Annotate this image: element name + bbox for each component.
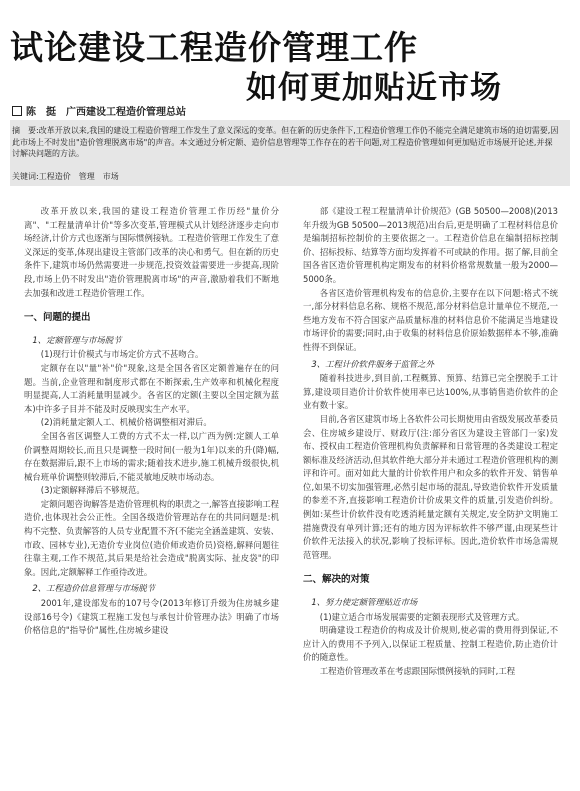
abstract: 摘 要:改革开放以来,我国的建设工程造价管理工作发生了意义深远的变革。但在新的历史条件下,工程造价管理工作仍不能完全满足建筑市场的迫切需要,因此市场上不时发出"造价管理脱离市场"的声音。本文通过分析定额、造价信息管理等工作存在的若干问题,对工程造价管理如何更加贴近市场展开论述,并探讨解决问题的方法。 — [12, 126, 559, 158]
body-paragraph: 定额问题咨询解答是造价管理机构的职责之一,解答直接影响工程造价,也体现社会公正性。全国各级造价管理站存在的共同问题是:机构不完整、负责解答的人员专业配置不齐(不能完全涵盖建筑、安装、市政、园林专业),无造价专业岗位(造价师或造价员)资格,解释问题往往靠主观,工作不规范,其后果是给社会造成"脱离实际、扯皮袋"的印象。因此,定额解释工作亟待改进。 — [24, 498, 279, 577]
author-line — [12, 103, 186, 118]
article-title-line2: 如何更加贴近市场 — [246, 70, 502, 106]
body-paragraph: 2001年,建设部发布的107号令(2013年修订升级为住房城乡建设部16号令)《建筑工程施工发包与承包计价管理办法》明确了市场价格信息的"指导价"属性,住房城乡建设 — [24, 598, 279, 636]
body-paragraph: 定额存在以"量"补"价"现象,这是全国各省区定额普遍存在的问题。当前,企业管理和制度形式都在不断探索,生产效率和机械化程度明显提高,人工消耗量明显减少。各省区的定额(主要以全国定额为蓝本)中许多子目并不能及时反映现实生产水平。 — [24, 362, 279, 414]
body-paragraph: 部《建设工程工程量清单计价规范》(GB 50500—2008)(2013年升级为GB 50500—2013规范)出台后,更是明确了工程材料信息价是编制招标控制价的主要依据之一。工程造价信息在编制招标控制价、招标投标、结算等方面均发挥着不可或缺的作用。据了解,目前全国各省区造价管理机构定期发布的材料价格常规数量一般为2000—5000条。 — [303, 206, 558, 284]
body-paragraph: 明确建设工程造价的构成及计价规则,使必需的费用得到保证,不应计入的费用不予列入,以保证工程质量、控制工程造价,防止造价计价的随意性。 — [303, 625, 558, 663]
section-heading: 一、问题的提出 — [24, 312, 91, 324]
square-bullet-icon — [12, 106, 22, 116]
body-paragraph: 各省区造价管理机构发布的信息价,主要存在以下问题:格式不统一,部分材料信息名称、规格不规范,部分材料信息计量单位不规范,一些地方发布不符合国家产品质量标准的材料信息价不能满足当地建设市场评价的需要;同时,由于收集的材料信息价原始数据样本不够,准确性得不到保证。 — [303, 287, 558, 352]
body-paragraph: (1)现行计价模式与市场定价方式不甚吻合。 — [40, 349, 204, 360]
subsection-heading: 2、工程造价信息管理与市场脱节 — [32, 583, 155, 594]
body-paragraph: 全国各省区调整人工费的方式不太一样,以广西为例:定额人工单价调整周期较长,而且只是调整一段时间(一般为1年)以来的升(降)幅,存在数据滞后,跟不上市场的需求;随着技术进步,施工机械升级很快,机械台班单价调整则较滞后,不能灵敏地反映市场动态。 — [24, 430, 279, 482]
body-paragraph: (2)消耗量定额人工、机械价格调整相对滞后。 — [40, 417, 212, 428]
subsection-heading: 1、努力使定额管理贴近市场 — [311, 597, 418, 608]
body-paragraph: (1)建立适合市场发展需要的定额表现形式及管理方式。 — [319, 611, 525, 622]
article-title-line1: 试论建设工程造价管理工作 — [10, 28, 418, 67]
section-heading: 二、解决的对策 — [303, 574, 370, 586]
author-name: 陈 挺 广西建设工程造价管理总站 — [26, 107, 186, 118]
body-paragraph: 目前,各省区建筑市场上各软件公司长期使用由省级发展改革委员会、住房城乡建设厅、财政厅(注:部分省区为建设主管部门一家)发布、授权由工程造价管理机构负责解释和日常管理的各类建设工程定额标准及经济活动,但其软件绝大部分并未通过工程造价管理机构的测评和许可。面对如此大量的计价软件用户和众多的软件开发、销售单位,如果不切实加强管理,必然引起市场的混乱,导致造价软件开发质量的参差不齐,直接影响工程造价计价成果文件的质量,引发造价纠纷。例如:某些计价软件没有吃透消耗量定额有关规定,安全防护文明施工措施费没有单列计算;还有的地方因为评标软件不够严谨,由现某些计价软件无法接入的状况,影响了投标评标。因此,造价软件市场急需规范管理。 — [303, 413, 558, 560]
subsection-heading: 3、工程计价软件服务于监管之外 — [311, 358, 434, 369]
body-paragraph: 改革开放以来,我国的建设工程造价管理工作历经"量价分离"、"工程量清单计价"等多次变革,管理模式从计划经济逐步走向市场经济,计价方式也逐渐与国际惯例接轨。工程造价管理工作发生了意义深远的变革,体现出建设主管部门改革的决心和勇气。但在新的历史条件下,建筑市场仍然需要进一步规范,投资效益需要进一步提高,现阶段,市场上仍不时发出"造价管理脱离市场"的声音,激励着我们不断地去加强和改进工程造价管理工作。 — [24, 206, 279, 298]
keywords: 关键词:工程造价 管理 市场 — [12, 172, 119, 181]
body-paragraph: 工程造价管理改革在考虑跟国际惯例接轨的同时,工程 — [319, 666, 516, 676]
body-paragraph: (3)定额解释滞后不够规范。 — [40, 485, 145, 496]
right-column — [303, 205, 558, 679]
body-paragraph: 随着科技进步,到目前,工程概算、预算、结算已完全摆脱手工计算,建设项目造价计价软件使用率已达100%,从事销售造价软件的企业有数十家。 — [303, 373, 558, 411]
subsection-heading: 1、定额管理与市场脱节 — [32, 334, 122, 345]
left-column — [24, 205, 279, 638]
